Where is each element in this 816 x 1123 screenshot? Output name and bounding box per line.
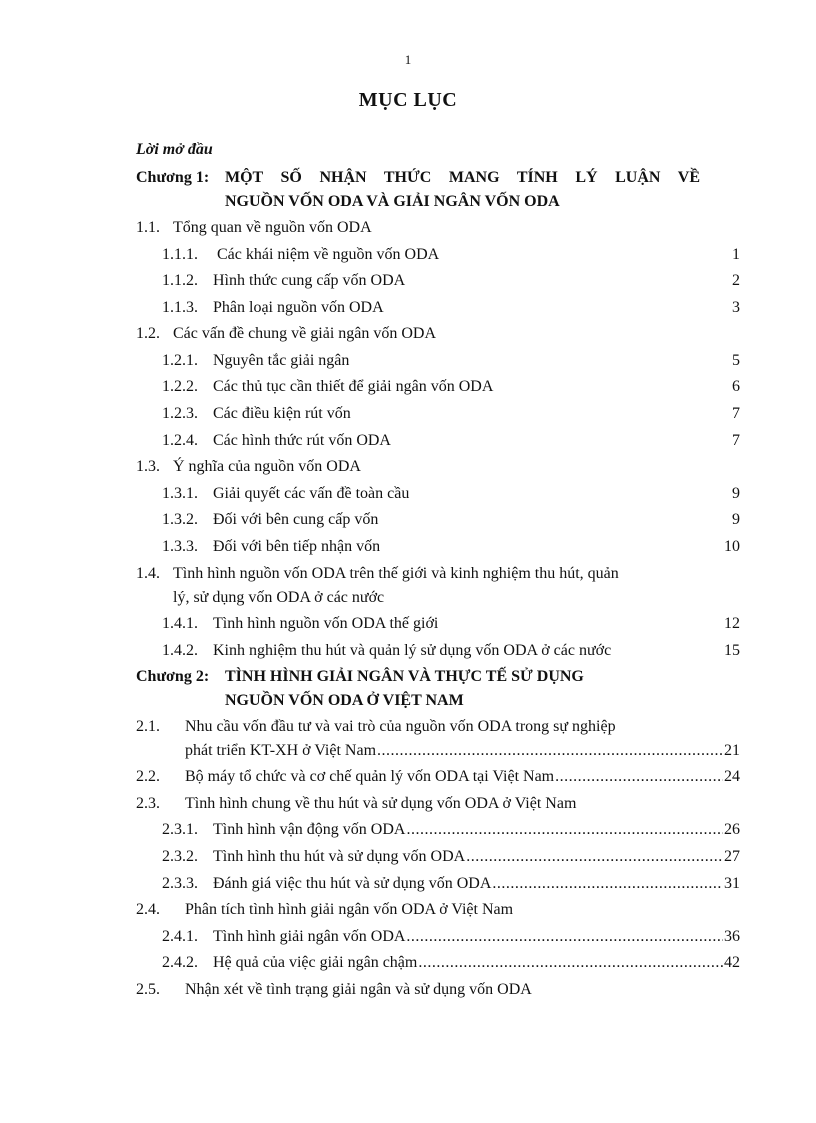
item-page: 3 xyxy=(732,299,740,316)
chapter-title-line2: NGUỒN VỐN ODA Ở VIỆT NAM xyxy=(225,692,464,709)
item-number: 1.2.1. xyxy=(162,352,198,369)
item-title: Phân loại nguồn vốn ODA xyxy=(213,299,384,316)
item-number: 1.3.3. xyxy=(162,538,198,555)
toc-item[interactable] xyxy=(136,535,740,559)
item-page: 9 xyxy=(732,511,740,528)
item-number: 1.2.4. xyxy=(162,432,198,449)
item-number: 2.3.1. xyxy=(162,821,198,838)
section-number: 1.1. xyxy=(136,219,160,236)
toc-item[interactable] xyxy=(136,845,740,869)
item-number: 2.4.1. xyxy=(162,928,198,945)
item-page: 15 xyxy=(724,642,740,659)
item-title: Tình hình vận động vốn ODA xyxy=(213,818,406,842)
item-number: 2.4.2. xyxy=(162,954,198,971)
item-title: Các hình thức rút vốn ODA xyxy=(213,432,391,449)
page-title: MỤC LỤC xyxy=(358,89,458,111)
toc-item[interactable] xyxy=(136,818,740,842)
item-title: Đối với bên tiếp nhận vốn xyxy=(213,538,381,555)
toc-section[interactable] xyxy=(136,715,740,739)
item-title: Hình thức cung cấp vốn ODA xyxy=(213,272,406,289)
section-title: Các vấn đề chung về giải ngân vốn ODA xyxy=(173,325,437,342)
section-number: 1.2. xyxy=(136,325,160,342)
page-number: 1 xyxy=(404,52,412,67)
toc-section[interactable] xyxy=(136,978,740,1002)
section-title: Ý nghĩa của nguồn vốn ODA xyxy=(173,458,361,475)
toc-section-cont xyxy=(136,739,740,763)
toc-item[interactable] xyxy=(136,402,740,426)
toc-section[interactable] xyxy=(136,455,740,479)
item-page: 12 xyxy=(724,615,740,632)
item-page: 9 xyxy=(732,485,740,502)
item-title: Đánh giá việc thu hút và sử dụng vốn ODA xyxy=(213,872,492,896)
toc-item[interactable] xyxy=(136,429,740,453)
item-title: Tình hình thu hút và sử dụng vốn ODA xyxy=(213,845,466,869)
toc-intro-label: Lời mở đầu xyxy=(136,141,213,158)
section-title: Tổng quan về nguồn vốn ODA xyxy=(173,219,372,236)
toc-section[interactable] xyxy=(136,562,740,586)
item-page: 7 xyxy=(732,432,740,449)
section-number: 1.4. xyxy=(136,565,160,582)
toc-item[interactable] xyxy=(136,296,740,320)
toc-item[interactable] xyxy=(136,508,740,532)
toc-item[interactable] xyxy=(136,243,740,267)
chapter-label: Chương 2: xyxy=(136,668,210,685)
chapter-title-line1: MỘT SỐ NHẬN THỨC MANG TÍNH LÝ LUẬN VỀ xyxy=(225,169,700,186)
item-title: Các điều kiện rút vốn xyxy=(213,405,351,422)
item-number: 1.4.2. xyxy=(162,642,198,659)
toc-section[interactable] xyxy=(136,216,740,240)
item-page: 26 xyxy=(724,821,740,838)
section-title-line2: phát triển KT-XH ở Việt Nam xyxy=(185,739,377,763)
toc-section[interactable] xyxy=(136,792,740,816)
section-page: 21 xyxy=(724,742,740,759)
leader-line xyxy=(213,872,740,896)
dot-leader xyxy=(555,765,723,789)
item-number: 1.1.3. xyxy=(162,299,198,316)
leader-line xyxy=(213,925,740,949)
leader-line xyxy=(185,739,740,763)
item-number: 2.3.3. xyxy=(162,875,198,892)
toc-section[interactable] xyxy=(136,322,740,346)
item-number: 1.1.2. xyxy=(162,272,198,289)
item-page: 5 xyxy=(732,352,740,369)
item-page: 7 xyxy=(732,405,740,422)
dot-leader xyxy=(492,872,723,896)
section-number: 2.4. xyxy=(136,901,160,918)
chapter-label: Chương 1: xyxy=(136,169,210,186)
toc-item[interactable] xyxy=(136,639,740,663)
toc-section-cont xyxy=(136,586,740,610)
chapter-title-line1: TÌNH HÌNH GIẢI NGÂN VÀ THỰC TẾ SỬ DỤNG xyxy=(225,668,584,685)
section-number: 1.3. xyxy=(136,458,160,475)
section-number: 2.2. xyxy=(136,768,160,785)
item-title: Đối với bên cung cấp vốn xyxy=(213,511,379,528)
item-number: 1.2.2. xyxy=(162,378,198,395)
item-page: 27 xyxy=(724,848,740,865)
dot-leader xyxy=(406,818,723,842)
toc-item[interactable] xyxy=(136,349,740,373)
item-page: 6 xyxy=(732,378,740,395)
section-number: 2.5. xyxy=(136,981,160,998)
leader-line xyxy=(213,845,740,869)
toc-item[interactable] xyxy=(136,269,740,293)
item-page: 36 xyxy=(724,928,740,945)
toc-item[interactable] xyxy=(136,375,740,399)
item-title: Nguyên tắc giải ngân xyxy=(213,352,350,369)
item-title: Các khái niệm về nguồn vốn ODA xyxy=(217,246,440,263)
item-title: Giải quyết các vấn đề toàn cầu xyxy=(213,485,410,502)
item-number: 1.3.2. xyxy=(162,511,198,528)
item-number: 1.4.1. xyxy=(162,615,198,632)
item-title: Tình hình nguồn vốn ODA thế giới xyxy=(213,615,439,632)
item-page: 31 xyxy=(724,875,740,892)
toc-chapter-2[interactable] xyxy=(136,665,740,689)
dot-leader xyxy=(377,739,723,763)
leader-line xyxy=(213,951,740,975)
leader-line xyxy=(185,765,740,789)
toc-section[interactable] xyxy=(136,765,740,789)
chapter-title-line2: NGUỒN VỐN ODA VÀ GIẢI NGÂN VỐN ODA xyxy=(225,193,560,210)
section-title: Phân tích tình hình giải ngân vốn ODA ở Việt Nam xyxy=(185,901,514,918)
item-page: 2 xyxy=(732,272,740,289)
toc-item[interactable] xyxy=(136,872,740,896)
section-title-line2: lý, sử dụng vốn ODA ở các nước xyxy=(173,589,385,606)
toc-item[interactable] xyxy=(136,951,740,975)
toc-item[interactable] xyxy=(136,612,740,636)
item-number: 1.3.1. xyxy=(162,485,198,502)
section-number: 2.3. xyxy=(136,795,160,812)
item-title: Các thủ tục cần thiết để giải ngân vốn ODA xyxy=(213,378,494,395)
item-number: 1.1.1. xyxy=(162,246,198,263)
section-number: 2.1. xyxy=(136,718,160,735)
toc-chapter-1-cont xyxy=(136,190,740,214)
item-title: Kinh nghiệm thu hút và quản lý sử dụng vốn ODA ở các nước xyxy=(213,642,612,659)
section-title: Bộ máy tổ chức và cơ chế quản lý vốn ODA tại Việt Nam xyxy=(185,765,555,789)
item-title: Tình hình giải ngân vốn ODA xyxy=(213,925,406,949)
toc-intro[interactable] xyxy=(136,138,740,162)
item-page: 42 xyxy=(724,954,740,971)
item-title: Hệ quả của việc giải ngân chậm xyxy=(213,951,418,975)
leader-line xyxy=(213,818,740,842)
toc-chapter-1[interactable] xyxy=(136,166,740,190)
toc-chapter-2-cont xyxy=(136,689,740,713)
section-title-line1: Nhu cầu vốn đầu tư và vai trò của nguồn vốn ODA trong sự nghiệp xyxy=(185,718,616,735)
item-number: 2.3.2. xyxy=(162,848,198,865)
section-title: Nhận xét về tình trạng giải ngân và sử dụng vốn ODA xyxy=(185,981,532,998)
item-page: 1 xyxy=(732,246,740,263)
item-page: 10 xyxy=(724,538,740,555)
dot-leader xyxy=(466,845,723,869)
section-title-line1: Tình hình nguồn vốn ODA trên thế giới và kinh nghiệm thu hút, quản xyxy=(173,565,619,582)
section-title: Tình hình chung về thu hút và sử dụng vốn ODA ở Việt Nam xyxy=(185,795,577,812)
item-number: 1.2.3. xyxy=(162,405,198,422)
toc-section[interactable] xyxy=(136,898,740,922)
section-page: 24 xyxy=(724,768,740,785)
toc-item[interactable] xyxy=(136,925,740,949)
dot-leader xyxy=(406,925,723,949)
dot-leader xyxy=(418,951,723,975)
toc-item[interactable] xyxy=(136,482,740,506)
